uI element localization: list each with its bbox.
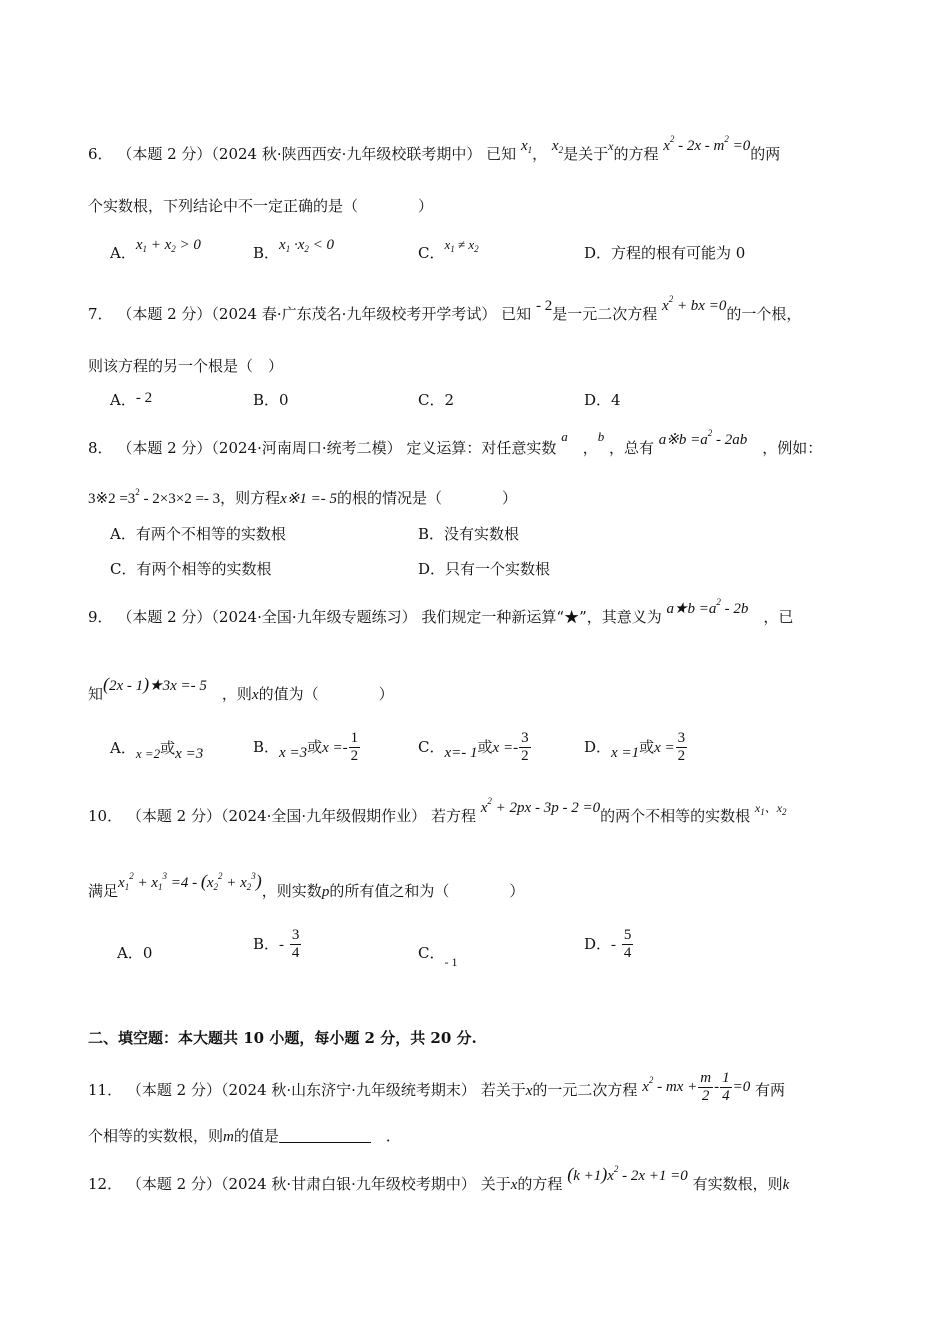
- question-text: 已知: [501, 305, 532, 323]
- question-text: ，总有: [609, 439, 655, 457]
- question-text: 的根的情况是（ ）: [337, 489, 518, 507]
- option-b: B．0: [253, 391, 289, 409]
- option-d: D．只有一个实数根: [418, 560, 551, 578]
- formula-equation: $(k +1)x^2 - 2x +1 =0$: [567, 1164, 688, 1184]
- question-number: 6．: [88, 145, 113, 163]
- formula: - 2: [535, 298, 553, 314]
- option-a: A．有两个不相等的实数根: [110, 525, 286, 543]
- question-text: 我们规定一种新运算“★”，其意义为: [421, 608, 662, 626]
- formula-k: k: [782, 1177, 790, 1193]
- question-meta: （本题 2 分）（2024 秋·山东济宁·九年级统考期末）: [126, 1081, 476, 1100]
- option-d: D．方程的根有可能为 0: [584, 244, 746, 262]
- question-9-line-2: [88, 674, 394, 704]
- formula-p: p: [321, 884, 330, 900]
- question-text: 的方程: [613, 145, 659, 163]
- question-number: 10．: [88, 807, 123, 825]
- question-text: 个相等的实数根，则: [88, 1127, 224, 1145]
- formula-example: 3※2 $=3^2 - 2\times 3\times 2 =- 3$: [88, 487, 221, 507]
- formula: $x_1 + x_2 > 0$: [135, 237, 201, 254]
- formula-equation: $x^2$ - mx + $\frac{m}{2}$ - $\frac{1}{4}$ =0: [642, 1070, 751, 1105]
- question-text: 的两: [750, 145, 781, 163]
- question-7-line-2: 则该方程的另一个根是（ ）: [88, 357, 284, 375]
- question-9-line-1: [88, 597, 794, 627]
- question-7-line-1: [88, 294, 802, 324]
- question-text: 的所有值之和为（ ）: [329, 882, 525, 900]
- question-8-line-2: [88, 487, 517, 508]
- option-a: A．$x_1 + x_2 > 0$: [110, 237, 201, 262]
- question-11-line-2: 个相等的实数根，则m的值是 ．: [88, 1127, 401, 1145]
- question-text: 的一个根，: [726, 305, 802, 323]
- formula: - 2: [135, 390, 153, 406]
- formula-roots: x1、x2: [754, 801, 787, 817]
- question-text: 有实数根，则: [692, 1175, 783, 1193]
- section-heading: 二、填空题：本大题共 10 小题，每小题 2 分，共 20 分.: [88, 1029, 477, 1047]
- option-c: C．2: [418, 391, 455, 409]
- question-6-line-2: 个实数根，下列结论中不一定正确的是（ ）: [88, 197, 434, 215]
- option-d: D．x =1或x = $\frac{3}{2}$: [584, 730, 686, 765]
- formula-definition: a★b $=a^2 - 2b$: [666, 597, 749, 617]
- answer-blank[interactable]: [279, 1128, 371, 1143]
- question-number: 8．: [88, 439, 113, 457]
- option-c: C．x=- 1或x =- $\frac{3}{2}$: [418, 730, 529, 765]
- formula-b: b: [597, 429, 605, 444]
- formula-definition: a※b $=a^2 - 2ab$: [658, 428, 748, 448]
- formula-x: x: [251, 687, 259, 703]
- question-text: 满足: [88, 882, 119, 900]
- formula-condition: $x_1^2 + x_1^3 =4 - (x_2^2 + x_2^3)$: [118, 871, 262, 892]
- question-text: ，例如：: [762, 439, 823, 457]
- formula-equation: (2x - 1)★3x =- 5: [103, 674, 207, 694]
- question-text: 知: [88, 685, 104, 703]
- formula: $x_1 \ne x_2$: [444, 237, 479, 254]
- formula-equation: $x^2 - 2x - m^2 =0$: [663, 134, 751, 154]
- formula-m: m: [223, 1129, 234, 1145]
- question-text: 若方程: [430, 807, 476, 825]
- question-text: 是一元二次方程: [552, 305, 658, 323]
- formula-x2: $x_2$: [551, 138, 564, 155]
- option-d: D．4: [584, 391, 621, 409]
- question-text: ，已: [763, 608, 794, 626]
- question-text: ，则实数: [261, 882, 322, 900]
- option-a: A．x =2或x =3: [110, 739, 204, 762]
- question-6-line-1: 6． （本题 2 分）（2024 秋·陕西西安·九年级校联考期中） 已知 $x_1$， $x_2$是关于$^x$的方程 $x^2 - 2x - m^2 =0$的两: [88, 134, 781, 163]
- question-meta: （本题 2 分）（2024·全国·九年级专题练习）: [117, 608, 417, 626]
- question-number: 9．: [88, 608, 113, 626]
- question-11-line-1: [88, 1070, 785, 1110]
- question-text: ，则方程: [220, 489, 281, 507]
- question-meta: （本题 2 分）（2024·河南周口·统考二模）: [117, 439, 402, 457]
- question-text: 有两: [754, 1081, 785, 1100]
- formula-equation: $x^2$ + bx =0: [662, 294, 727, 314]
- option-b: B．- $\frac{3}{4}$: [253, 927, 300, 962]
- option-b: B．$x_1 \cdot x_2 < 0$: [253, 237, 334, 262]
- formula-x: x: [510, 1177, 518, 1193]
- question-text: 若关于: [480, 1081, 526, 1100]
- question-number: 7．: [88, 305, 113, 323]
- formula-equation: x※1 =- 5: [280, 491, 338, 507]
- formula-x1: $x_1$: [520, 138, 533, 155]
- question-text: 的方程: [517, 1175, 563, 1193]
- formula: $x_1 \cdot x_2 < 0$: [279, 237, 334, 254]
- formula-x: x: [608, 139, 614, 153]
- option-d: D．- $\frac{5}{4}$: [584, 927, 632, 962]
- question-text: ，则: [221, 685, 252, 703]
- question-text: 的两个不相等的实数根: [600, 807, 751, 825]
- question-text: 定义运算：对任意实数: [406, 439, 557, 457]
- formula-equation: $x^2 + 2px - 3p - 2 =0$: [480, 796, 601, 816]
- question-text: 的一元二次方程: [532, 1081, 638, 1100]
- question-number: 12．: [88, 1175, 123, 1193]
- question-meta: （本题 2 分）（2024 春·广东茂名·九年级校考开学考试）: [117, 305, 497, 323]
- question-meta: （本题 2 分）（2024 秋·陕西西安·九年级校联考期中）: [117, 145, 482, 163]
- option-c: C．$_{- 1}$: [418, 944, 458, 969]
- question-8-line-1: 8． （本题 2 分）（2024·河南周口·统考二模） 定义运算：对任意实数 a ，b ，总有 a※b $=a^2 - 2ab$ ，例如：: [88, 428, 823, 457]
- question-text: 关于: [480, 1175, 511, 1193]
- question-meta: （本题 2 分）（2024·全国·九年级假期作业）: [126, 807, 427, 825]
- option-a: A．0: [117, 944, 153, 962]
- question-10-line-2: [88, 871, 525, 901]
- formula-x: x: [525, 1083, 533, 1100]
- formula-a: a: [561, 429, 568, 444]
- question-text: 的值是: [233, 1127, 279, 1145]
- question-text: 是关于: [563, 145, 609, 163]
- question-text: 已知: [486, 145, 517, 163]
- question-meta: （本题 2 分）（2024 秋·甘肃白银·九年级校考期中）: [126, 1175, 476, 1193]
- option-c: C．有两个相等的实数根: [110, 560, 272, 578]
- option-a: A．- 2: [110, 390, 153, 409]
- question-number: 11．: [88, 1081, 123, 1100]
- option-b: B．没有实数根: [418, 525, 520, 543]
- question-12-line-1: [88, 1164, 790, 1194]
- option-b: B．x =3或x =- $\frac{1}{2}$: [253, 730, 359, 765]
- question-text: 的值为（ ）: [258, 685, 394, 703]
- option-c: C．$x_1 \ne x_2$: [418, 237, 479, 262]
- question-10-line-1: [88, 796, 787, 826]
